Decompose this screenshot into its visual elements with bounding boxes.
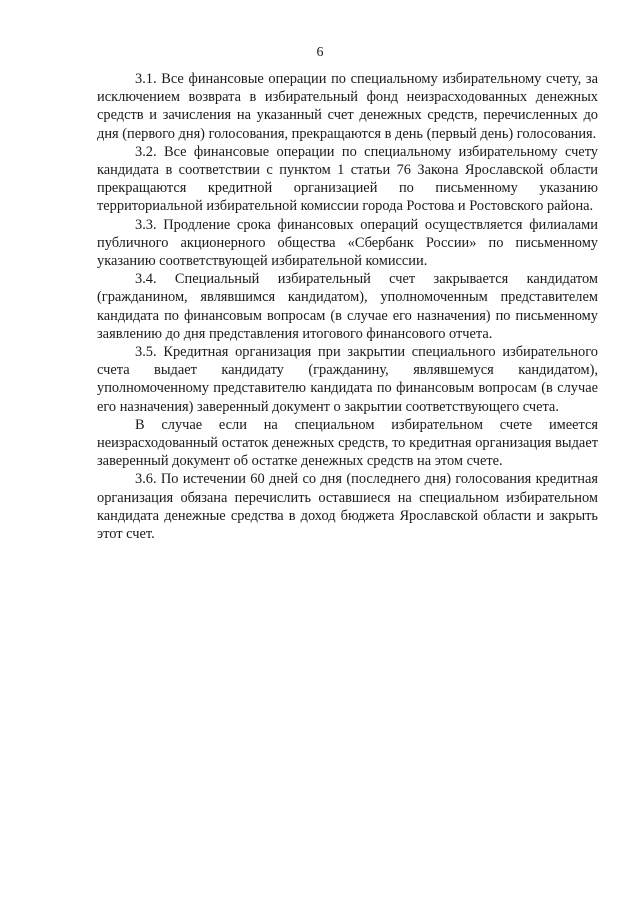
paragraph-3-4: 3.4. Специальный избирательный счет закрывается кандидатом (гражданином, являвшимся кандидатом), уполномоченным представителем кандидата по финансовым вопросам (в случае его назначения) по письменному заявлению до дня представления итогового финансового отчета. xyxy=(97,271,598,342)
document-body xyxy=(97,70,598,543)
paragraph-3-1: 3.1. Все финансовые операции по специальному избирательному счету, за исключением возврата в избирательный фонд неизрасходованных денежных средств и зачисления на указанный счет денежных средств, перечисленных до дня (первого дня) голосования, прекращаются в день (первый день) голосования. xyxy=(97,71,598,142)
paragraph-3-3: 3.3. Продление срока финансовых операций осуществляется филиалами публичного акционерного общества «Сбербанк России» по письменному указанию соответствующей избирательной комиссии. xyxy=(97,216,598,270)
paragraph-3-5: 3.5. Кредитная организация при закрытии специального избирательного счета выдает кандидату (гражданину, являвшемуся кандидатом), уполномоченному представителю кандидата по финансовым вопросам (в случае его назначения) заверенный документ о закрытии соответствующего счета. xyxy=(97,344,598,415)
paragraph-3-5-continuation: В случае если на специальном избирательном счете имеется неизрасходованный остаток денежных средств, то кредитная организация выдает заверенный документ об остатке денежных средств на этом счете. xyxy=(97,416,598,470)
paragraph-3-2: 3.2. Все финансовые операции по специальному избирательному счету кандидата в соответствии с пунктом 1 статьи 76 Закона Ярославской области прекращаются кредитной организацией по письменному указанию территориальной избирательной комиссии города Ростова и Ростовского района. xyxy=(97,143,598,215)
paragraph-3-6: 3.6. По истечении 60 дней со дня (последнего дня) голосования кредитная организация обязана перечислить оставшиеся на специальном избирательном кандидата денежные средства в доход бюджета Ярославской области и закрыть этот счет. xyxy=(97,471,598,543)
page-number: 6 xyxy=(316,45,324,60)
